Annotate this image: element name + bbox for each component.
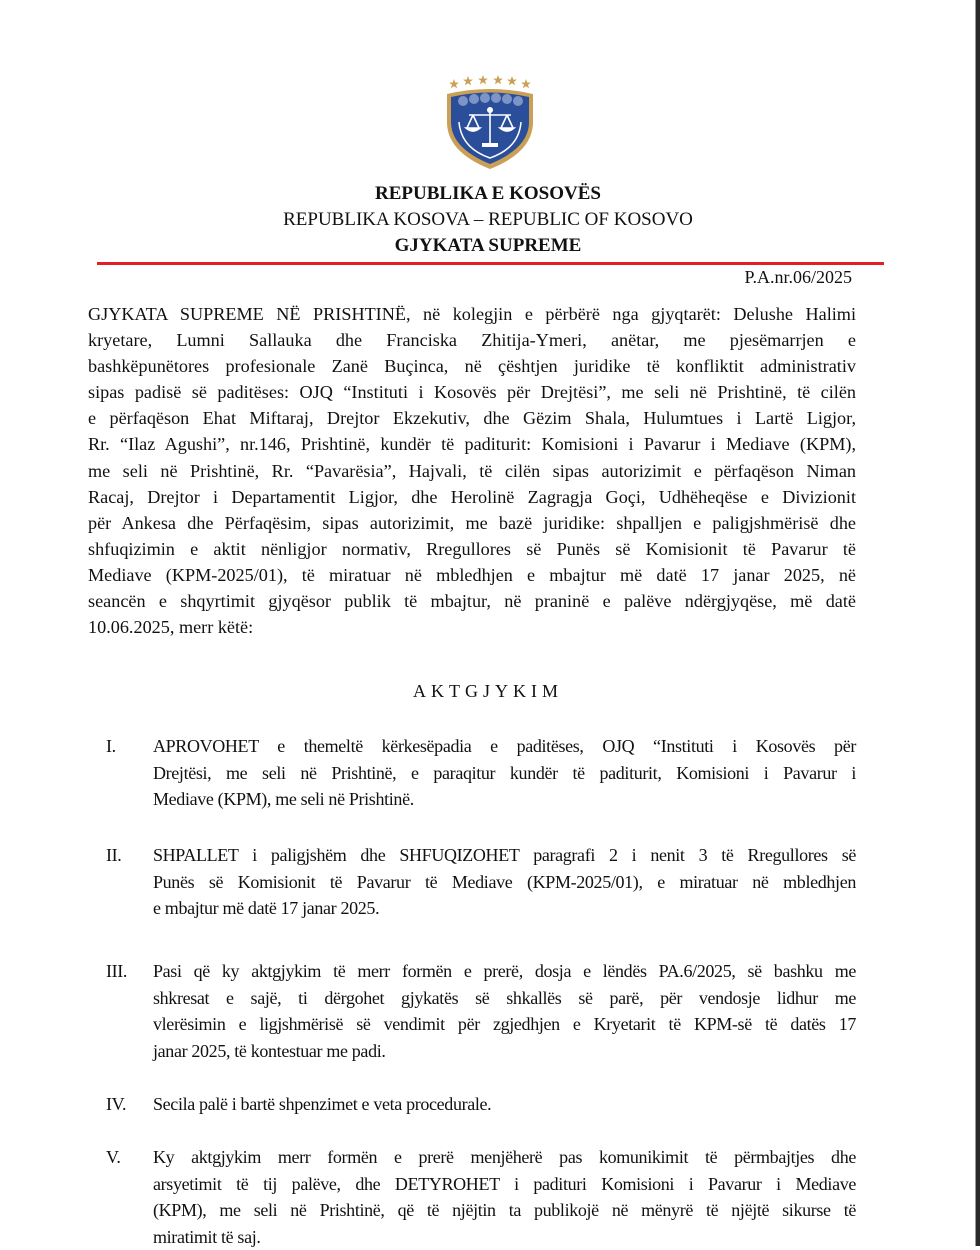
ruling-number: V.: [106, 1144, 120, 1171]
ruling-line: arsyetimit të tij palëve, dhe DETYROHET i padituri Komisioni i Pavarur i Mediave: [153, 1171, 856, 1198]
intro-paragraph: [88, 301, 856, 640]
intro-line: e përfaqëson Ehat Miftaraj, Drejtor Ekzekutiv, dhe Gëzim Shala, Hulumtues i Lartë Ligjor,: [88, 405, 856, 431]
intro-line: sipas padisë së paditëses: OJQ “Instituti i Kosovës për Drejtësi”, me seli në Prishtinë, të cilën: [88, 379, 856, 405]
ruling-line: (KPM), me seli në Prishtinë, që të njëjtin ta publikojë në mënyrë të njëjtë sikurse të: [153, 1197, 856, 1224]
intro-line: shfuqizimin e aktit nënligjor normativ, Rregullores së Punës së Komisionit të Pavarur të: [88, 536, 856, 562]
intro-line: me seli në Prishtinë, Rr. “Pavarësia”, Hajvali, të cilën sipas autorizimit e përfaqëson Niman: [88, 458, 856, 484]
ruling-number: II.: [106, 842, 121, 869]
ruling-text: [153, 733, 856, 813]
ruling-line: janar 2025, të kontestuar me padi.: [153, 1038, 856, 1065]
ruling-line: SHPALLET i paligjshëm dhe SHFUQIZOHET paragrafi 2 i nenit 3 të Rregullores së: [153, 842, 856, 869]
ruling-line: Ky aktgjykim merr formën e prerë menjëherë pas komunikimit të përmbajtjes dhe: [153, 1144, 856, 1171]
ruling-line: Drejtësi, me seli në Prishtinë, e paraqitur kundër të paditurit, Komisioni i Pavarur i: [153, 760, 856, 787]
court-emblem-icon: [441, 70, 539, 170]
intro-line: Rr. “Ilaz Agushi”, nr.146, Prishtinë, kundër të paditurit: Komisioni i Pavarur i Mediave (KPM),: [88, 431, 856, 457]
ruling-number: I.: [106, 733, 116, 760]
ruling-line: APROVOHET e themeltë kërkesëpadia e paditëses, OJQ “Instituti i Kosovës për: [153, 733, 856, 760]
judgment-title: AKTGJYKIM: [0, 679, 976, 703]
case-number: P.A.nr.06/2025: [744, 265, 852, 289]
ruling-line: vlerësimin e ligjshmërisë së vendimit për zgjedhjen e Kryetarit të KPM-së të datës 17: [153, 1011, 856, 1038]
header-republic-albanian: REPUBLIKA E KOSOVËS: [0, 181, 976, 207]
ruling-number: III.: [106, 958, 127, 985]
ruling-line: e mbajtur më datë 17 janar 2025.: [153, 895, 856, 922]
intro-line: Racaj, Drejtor i Departamentit Ligjor, dhe Herolinë Zagragja Goçi, Udhëheqëse e Divizionit: [88, 484, 856, 510]
ruling-text: [153, 1091, 856, 1118]
ruling-line: Secila palë i bartë shpenzimet e veta procedurale.: [153, 1091, 856, 1118]
ruling-text: [153, 842, 856, 922]
ruling-number: IV.: [106, 1091, 126, 1118]
intro-line: për Ankesa dhe Përfaqësim, sipas autorizimit, me bazë juridike: shpalljen e paligjshmërisë dhe: [88, 510, 856, 536]
ruling-line: shkresat e sajë, ti dërgohet gjykatës së shkallës së parë, për vendosje lidhur me: [153, 985, 856, 1012]
ruling-line: miratimit të saj.: [153, 1224, 856, 1250]
intro-line: 10.06.2025, merr këtë:: [88, 614, 856, 640]
ruling-text: [153, 958, 856, 1064]
ruling-line: Pasi që ky aktgjykim të merr formën e prerë, dosja e lëndës PA.6/2025, së bashku me: [153, 958, 856, 985]
ruling-text: [153, 1144, 856, 1250]
intro-line: bashkëpunëtores profesionale Zanë Buçinca, në çështjen juridike të konfliktit administrativ: [88, 353, 856, 379]
header-court-name: GJYKATA SUPREME: [0, 233, 976, 259]
intro-line: GJYKATA SUPREME NË PRISHTINË, në kolegjin e përbërë nga gjyqtarët: Delushe Halimi: [88, 301, 856, 327]
header-republic-serbian-english: REPUBLIKA KOSOVA – REPUBLIC OF KOSOVO: [0, 207, 976, 233]
ruling-line: Punës së Komisionit të Pavarur të Mediave (KPM-2025/01), e miratuar në mbledhjen: [153, 869, 856, 896]
intro-line: kryetare, Lumni Sallauka dhe Franciska Zhitija-Ymeri, anëtar, me pjesëmarrjen e: [88, 327, 856, 353]
ruling-line: Mediave (KPM), me seli në Prishtinë.: [153, 786, 856, 813]
intro-line: seancën e shqyrtimit gjyqësor publik të mbajtur, në praninë e palëve ndërgjyqëse, më datë: [88, 588, 856, 614]
intro-line: Mediave (KPM-2025/01), të miratuar në mbledhjen e mbajtur më datë 17 janar 2025, në: [88, 562, 856, 588]
viewer-scrollbar-edge[interactable]: [975, 0, 980, 1246]
